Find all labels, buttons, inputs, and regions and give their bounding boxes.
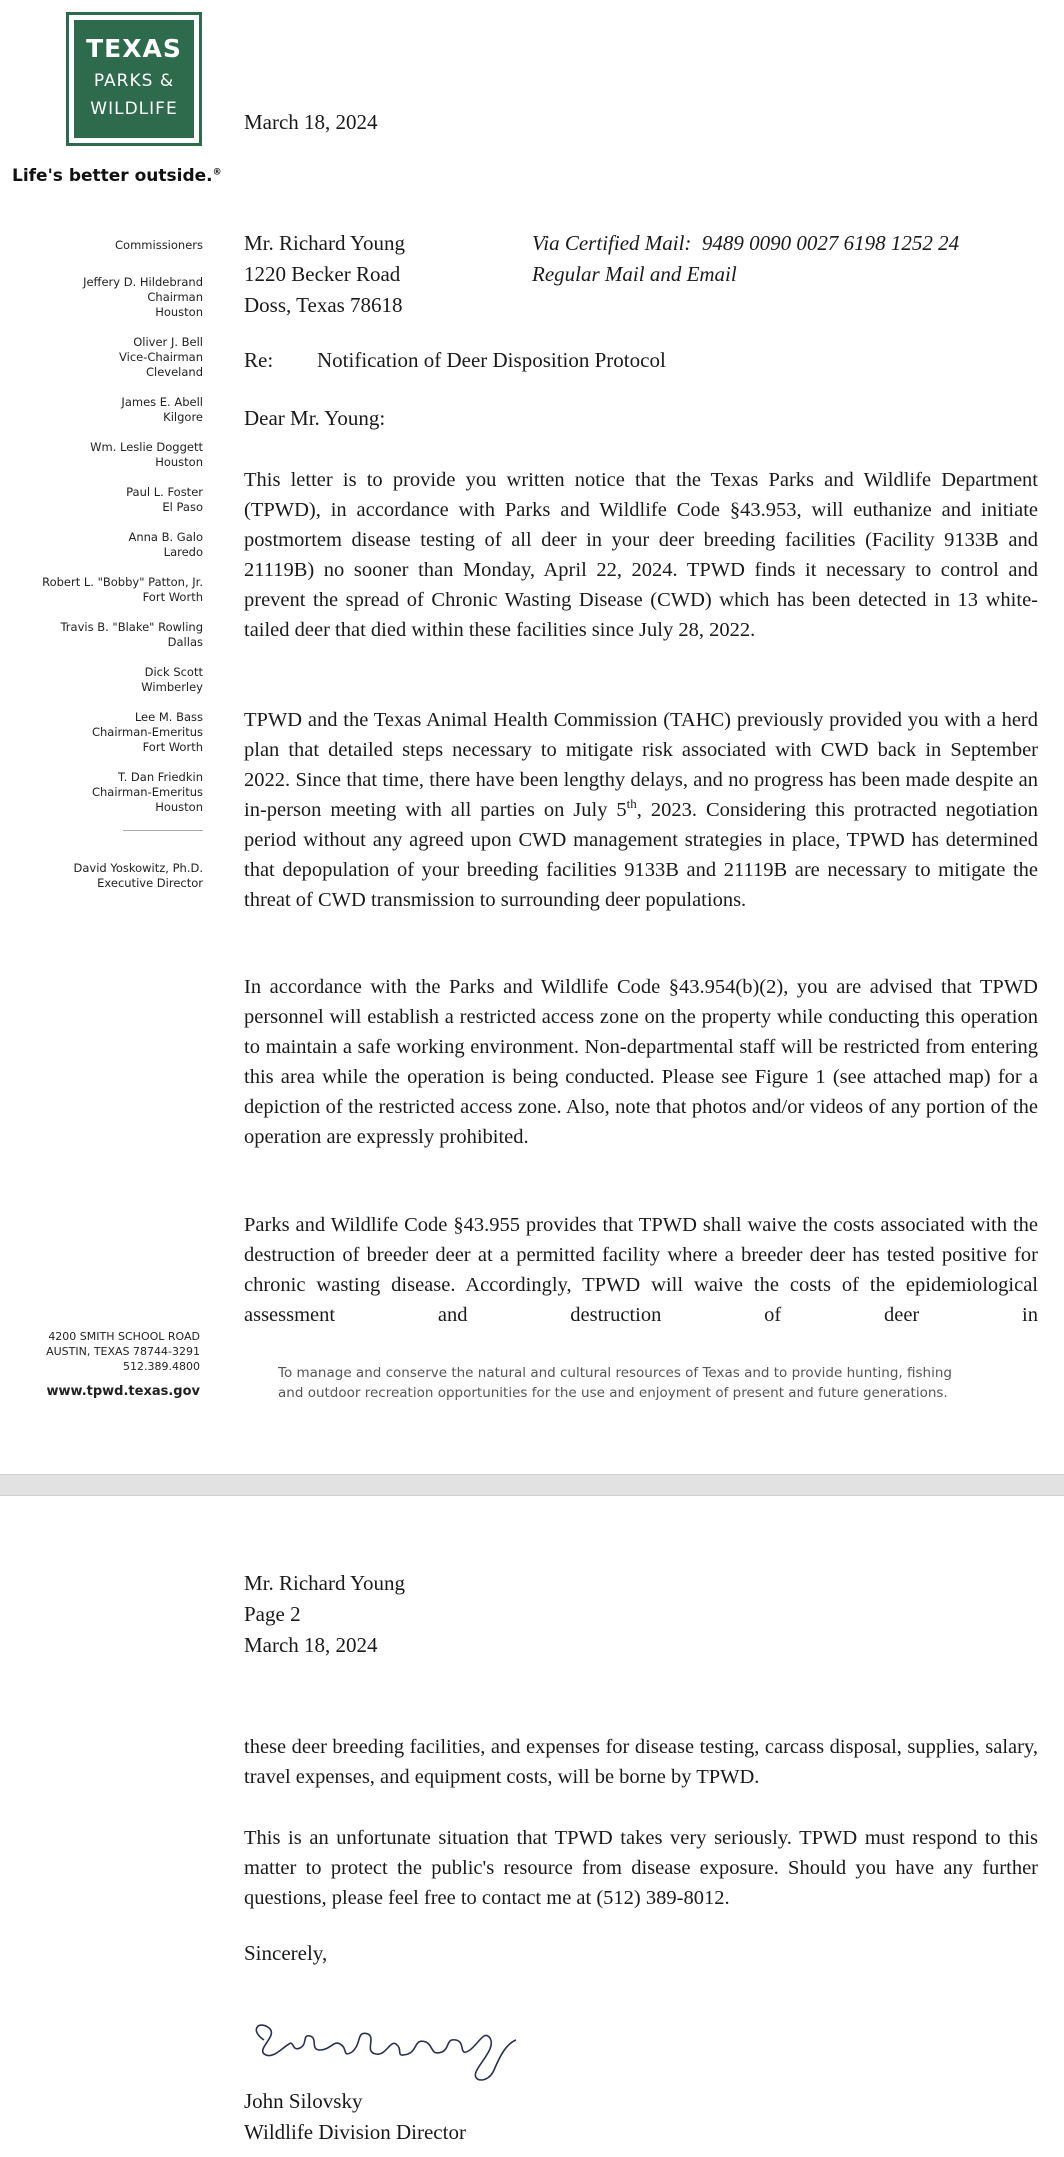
- recipient-name: Mr. Richard Young: [244, 231, 406, 255]
- commissioner-city: Fort Worth: [142, 590, 203, 604]
- commissioner-role: Vice-Chairman: [119, 350, 203, 364]
- director-title: Executive Director: [97, 876, 203, 890]
- page2-number: Page 2: [244, 1602, 301, 1626]
- commissioner-name: Jeffery D. Hildebrand: [83, 275, 203, 289]
- subject-line: [244, 348, 666, 373]
- tagline: Life's better outside.®: [12, 166, 222, 186]
- page2-recipient: Mr. Richard Young: [244, 1571, 406, 1595]
- page2-header: [244, 1568, 405, 1661]
- mission-line1: To manage and conserve the natural and cultural resources of Texas and to provide hunting, fishing: [278, 1365, 952, 1381]
- commissioner-name: Paul L. Foster: [126, 485, 203, 499]
- address-line1: 4200 SMITH SCHOOL ROAD: [48, 1330, 200, 1343]
- mission-line2: and outdoor recreation opportunities for the use and enjoyment of present and future generations.: [278, 1385, 948, 1401]
- tpwd-logo: [66, 12, 202, 146]
- commissioner-entry: [0, 335, 203, 380]
- address-line2: AUSTIN, TEXAS 78744-3291: [46, 1345, 200, 1358]
- commissioner-entry: [0, 770, 203, 815]
- commissioner-city: El Paso: [162, 500, 203, 514]
- director-name: David Yoskowitz, Ph.D.: [73, 861, 203, 875]
- page-break: [0, 1474, 1064, 1496]
- commissioner-name: Lee M. Bass: [134, 710, 203, 724]
- salutation: Dear Mr. Young:: [244, 406, 386, 430]
- agency-phone: 512.389.4800: [123, 1360, 200, 1373]
- commissioner-name: James E. Abell: [121, 395, 203, 409]
- agency-address: [0, 1329, 200, 1374]
- commissioner-name: Dick Scott: [144, 665, 203, 679]
- commissioner-entry: [0, 575, 203, 605]
- page2-date: March 18, 2024: [244, 1633, 378, 1657]
- commissioner-name: Robert L. "Bobby" Patton, Jr.: [42, 575, 203, 589]
- commissioner-role: Chairman-Emeritus: [91, 725, 203, 739]
- re-subject: Notification of Deer Disposition Protocol: [317, 348, 666, 372]
- re-label: Re:: [244, 348, 274, 372]
- commissioner-city: Fort Worth: [142, 740, 203, 754]
- paragraph-6: This is an unfortunate situation that TPWD takes very seriously. TPWD must respond to this matter to protect the public's resource from disease exposure. Should you have any further questions, please feel free to contact me at (512) 389-8012.: [244, 1827, 1038, 1909]
- commissioner-entry: [0, 275, 203, 320]
- delivery-method: [532, 228, 959, 290]
- commissioner-role: Chairman-Emeritus: [91, 785, 203, 799]
- commissioner-entry: [0, 395, 203, 425]
- commissioner-name: Anna B. Galo: [128, 530, 203, 544]
- signer-title: Wildlife Division Director: [244, 2120, 466, 2144]
- paragraph-5: these deer breeding facilities, and expenses for disease testing, carcass disposal, supplies, salary, travel expenses, and equipment costs, will be borne by TPWD.: [244, 1736, 1038, 1788]
- paragraph-3: In accordance with the Parks and Wildlife Code §43.954(b)(2), you are advised that TPWD personnel will establish a restricted access zone on the property while conducting this operation to maintain a safe working environment. Non-departmental staff will be restricted from entering this area while the operation is being conducted. Please see Figure 1 (see attached map) for a depiction of the restricted access zone. Also, note that photos and/or videos of any portion of the operation are expressly prohibited.: [244, 976, 1038, 1148]
- commissioner-name: T. Dan Friedkin: [117, 770, 203, 784]
- signer-block: [244, 2086, 466, 2148]
- recipient-address: [244, 228, 405, 321]
- via-regular-mail: Regular Mail and Email: [532, 262, 737, 286]
- commissioner-city: Dallas: [167, 635, 203, 649]
- letter-date: March 18, 2024: [244, 110, 378, 134]
- commissioner-name: Oliver J. Bell: [133, 335, 203, 349]
- agency-website: www.tpwd.texas.gov: [46, 1384, 200, 1399]
- commissioner-name: Wm. Leslie Doggett: [90, 440, 203, 454]
- commissioner-entry: [0, 620, 203, 650]
- commissioner-city: Houston: [155, 455, 203, 469]
- commissioners-heading: Commissioners: [115, 238, 203, 252]
- recipient-city: Doss, Texas 78618: [244, 293, 403, 317]
- commissioner-entry: [0, 530, 203, 560]
- commissioner-entry: [0, 710, 203, 755]
- commissioner-city: Kilgore: [163, 410, 203, 424]
- paragraph-1: This letter is to provide you written notice that the Texas Parks and Wildlife Department (TPWD), in accordance with Parks and Wildlife Code §43.953, will euthanize and initiate postmortem disease testing of all deer in your deer breeding facilities (Facility 9133B and 21119B) no sooner than Monday, April 22, 2024. TPWD finds it necessary to control and prevent the spread of Chronic Wasting Disease (CWD) which has been detected in 13 white-tailed deer that died within these facilities since July 28, 2022.: [244, 469, 1038, 641]
- via-certified-mail: Via Certified Mail: 9489 0090 0027 6198 1252 24: [532, 231, 960, 255]
- paragraph-2: TPWD and the Texas Animal Health Commission (TAHC) previously provided you with a herd plan that detailed steps necessary to mitigate risk associated with CWD back in September 2022. Since that time, there have been lengthy delays, and no progress has been made despite an in-person meeting with all parties on July 5th, 2023. Considering this protracted negotiation period without any agreed upon CWD management strategies in place, TPWD has determined that depopulation of your breeding facilities 9133B and 21119B are necessary to mitigate the threat of CWD transmission to surrounding deer populations.: [244, 709, 1038, 911]
- sidebar-divider: [123, 830, 203, 831]
- signer-name: John Silovsky: [244, 2089, 363, 2113]
- commissioner-city: Houston: [155, 305, 203, 319]
- handwritten-signature: [244, 2000, 544, 2090]
- logo-line-wildlife: WILDLIFE: [90, 99, 178, 119]
- commissioner-role: Chairman: [147, 290, 203, 304]
- commissioner-city: Cleveland: [145, 365, 203, 379]
- commissioner-name: Travis B. "Blake" Rowling: [60, 620, 203, 634]
- mission-statement: [278, 1363, 1048, 1403]
- logo-line-texas: TEXAS: [86, 34, 182, 63]
- commissioner-entry: [0, 485, 203, 515]
- recipient-street: 1220 Becker Road: [244, 262, 401, 286]
- commissioners-sidebar: [0, 238, 203, 891]
- commissioner-entry: [0, 665, 203, 695]
- logo-line-parks: PARKS &: [93, 71, 175, 91]
- commissioner-city: Laredo: [163, 545, 203, 559]
- commissioner-entry: [0, 440, 203, 470]
- executive-director: [0, 861, 203, 891]
- closing: Sincerely,: [244, 1941, 328, 1965]
- commissioners-list: [0, 275, 203, 815]
- paragraph-4: Parks and Wildlife Code §43.955 provides that TPWD shall waive the costs associated with the destruction of breeder deer at a permitted facility where a breeder deer has tested positive for chronic wasting disease. Accordingly, TPWD will waive the costs of the epidemiological assessment and destruction of deer in: [244, 1214, 1038, 1326]
- commissioner-city: Houston: [155, 800, 203, 814]
- commissioner-city: Wimberley: [141, 680, 203, 694]
